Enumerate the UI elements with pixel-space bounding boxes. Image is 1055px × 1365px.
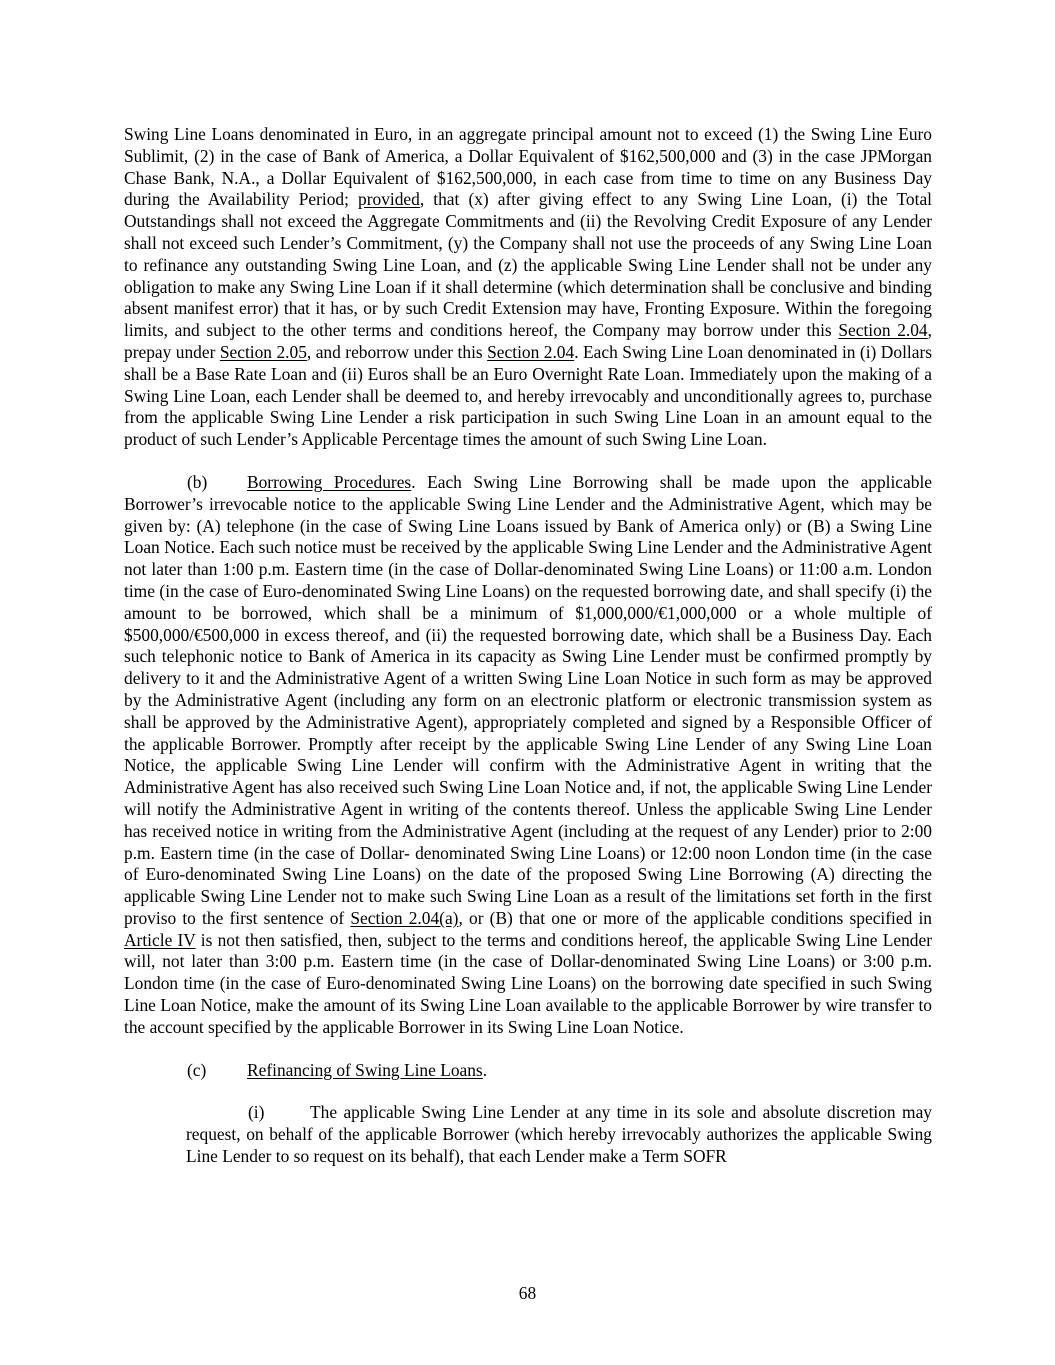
text-run: , or (B) that one or more of the applicable conditions specified in [458,907,932,928]
text-run: , prepay under [124,320,932,362]
text-run: . Each Swing Line Loan denominated in (i) Dollars shall be a Base Rate Loan and (ii) Euros shall be an Euro Overnight Rate Loan. Immediately upon the making of a Swing Line Loan, each Lender shall be deemed to, and hereby irrevocably and unconditionally agrees to, purchase from the applicable Swing Line Lender a risk participation in such Swing Line Loan in an amount equal to the product of such Lender’s Applicable Percentage times the amount of such Swing Line Loan. [124,341,933,450]
text-run: The applicable Swing Line Lender at any time in its sole and absolute discretion may request, on behalf of the applicable Borrower (which hereby irrevocably authorizes the applicable Swing Line Lender to so request on its behalf), that each Lender make a Term SOFR [186,1102,932,1167]
text-run: , and reborrow under this [306,341,488,362]
text-run: . Each Swing Line Borrowing shall be made upon the applicable Borrower’s irrevocable notice to the applicable Swing Line Lender and the Administrative Agent, which may be given by: (A) telephone (in the case of Swing Line Loans issued by Bank of America only) or (B) a Swing Line Loan Notice. Each such notice must be received by the applicable Swing Line Lender and the Administrative Agent not later than 1:00 p.m. Eastern time (in the case of Dollar-denominated Swing Line Loans) or 11:00 a.m. London time (in the case of Euro-denominated Swing Line Loans) on the requested borrowing date, and shall specify (i) the amount to be borrowed, which shall be a minimum of $1,000,000/€1,000,000 or a whole multiple of $500,000/€500,000 in excess thereof, and (ii) the requested borrowing date, which shall be a Business Day. Each such telephonic notice to Bank of America in its capacity as Swing Line Lender must be confirmed promptly by delivery to it and the Administrative Agent of a written Swing Line Loan Notice in such form as may be approved by the Administrative Agent (including any form on an electronic platform or electronic transmission system as shall be approved by the Administrative Agent), appropriately completed and signed by a Responsible Officer of the applicable Borrower. Promptly after receipt by the applicable Swing Line Lender of any Swing Line Loan Notice, the applicable Swing Line Lender will confirm with the Administrative Agent in writing that the Administrative Agent has also received such Swing Line Loan Notice and, if not, the applicable Swing Line Lender will notify the Administrative Agent in writing of the contents thereof. Unless the applicable Swing Line Lender has received notice in writing from the Administrative Agent (including at the request of any Lender) prior to 2:00 p.m. Eastern time (in the case of Dollar- denominated Swing Line Loans) or 12:00 noon London time (in the case of Euro-denominated Swing Line Loans) on the date of the proposed Swing Line Borrowing (A) directing the applicable Swing Line Lender not to make such Swing Line Loan as a result of the limitations set forth in the first proviso to the first sentence of [124,471,932,928]
paragraph-c-i [186,1102,932,1167]
paragraph-heading: Refinancing of Swing Line Loans [247,1059,483,1080]
text-run: . [482,1059,488,1080]
paragraph-label: (c) [187,1059,207,1080]
paragraph-b [124,472,932,1039]
defined-term-provided: provided [358,189,420,210]
section-reference: Section 2.04 [838,320,928,341]
paragraph-a-continued [124,124,932,451]
paragraph-label: (b) [187,471,208,492]
section-reference: Section 2.05 [219,341,307,362]
paragraph-label: (i) [248,1102,265,1123]
section-reference: Section 2.04(a) [350,907,459,928]
text-run: is not then satisfied, then, subject to the terms and conditions hereof, the applicable Swing Line Lender will, not later than 3:00 p.m. Eastern time (in the case of Dollar-denominated Swing Line Loans) or 3:00 p.m. London time (in the case of Euro-denominated Swing Line Loans) on the borrowing date specified in such Swing Line Loan Notice, make the amount of its Swing Line Loan available to the applicable Borrower by wire transfer to the account specified by the applicable Borrower in its Swing Line Loan Notice. [124,929,932,1037]
document-page [124,124,932,1168]
section-reference: Section 2.04 [487,341,575,362]
text-run: , that (x) after giving effect to any Swing Line Loan, (i) the Total Outstandings shall not exceed the Aggregate Commitments and (ii) the Revolving Credit Exposure of any Lender shall not exceed such Lender’s Commitment, (y) the Company shall not use the proceeds of any Swing Line Loan to refinance any outstanding Swing Line Loan, and (z) the applicable Swing Line Lender shall not be under any obligation to make any Swing Line Loan if it shall determine (which determination shall be conclusive and binding absent manifest error) that it has, or by such Credit Extension may have, Fronting Exposure. Within the foregoing limits, and subject to the other terms and conditions hereof, the Company may borrow under this [124,189,932,341]
page-number: 68 [518,1283,537,1303]
paragraph-heading: Borrowing Procedures [247,471,412,492]
article-reference: Article IV [124,929,196,950]
paragraph-c-heading [124,1060,932,1082]
text-run: Swing Line Loans denominated in Euro, in an aggregate principal amount not to exceed (1) the Swing Line Euro Sublimit, (2) in the case of Bank of America, a Dollar Equivalent of $162,500,000 and (3) in the case JPMorgan Chase Bank, N.A., a Dollar Equivalent of $162,500,000, in each case from time to time on any Business Day during the Availability Period; [124,124,932,210]
